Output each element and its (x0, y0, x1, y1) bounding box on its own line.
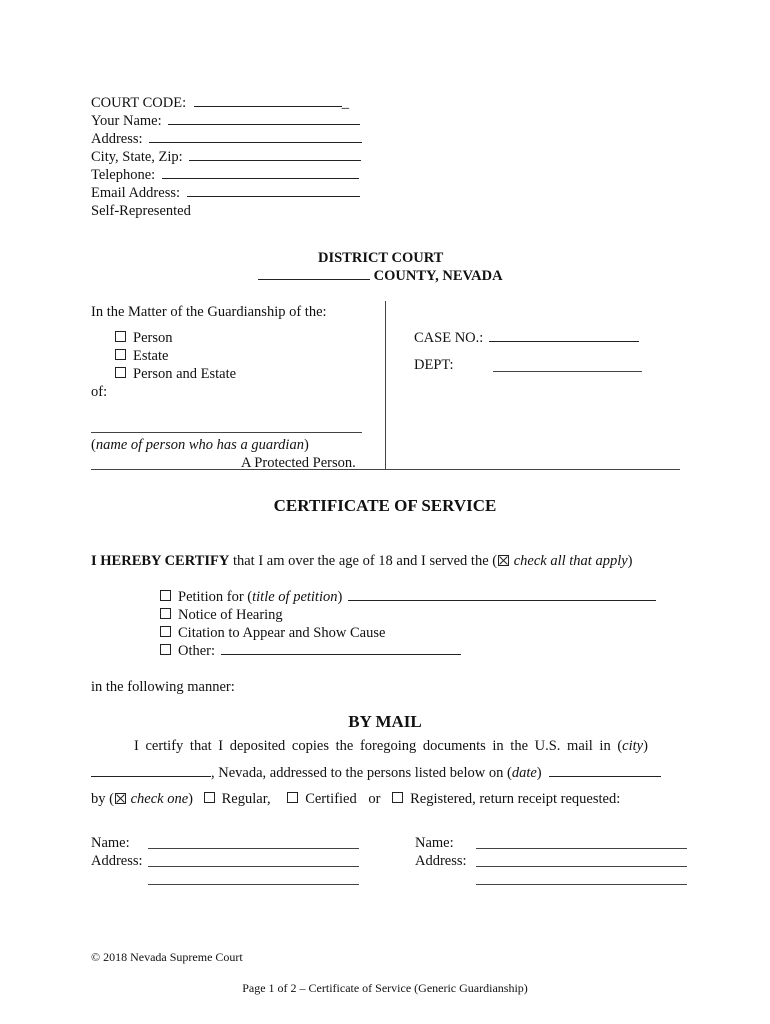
recipient-1-name-label: Name: (91, 835, 130, 851)
document-title: CERTIFICATE OF SERVICE (273, 496, 497, 515)
item-citation[interactable] (160, 624, 385, 642)
petition-hint: title of petition (252, 589, 338, 605)
citation-label: Citation to Appear and Show Cause (178, 625, 386, 641)
matter-text: In the Matter of the Guardianship of the: (91, 304, 327, 320)
recipient-2-name-field[interactable] (476, 848, 687, 849)
case-no-row (414, 329, 639, 347)
checkbox-icon[interactable] (115, 331, 126, 342)
option-regular[interactable] (204, 791, 271, 807)
by-close: ) (188, 791, 193, 807)
option-estate-label: Estate (133, 348, 169, 364)
court-title: DISTRICT COURT (318, 250, 444, 266)
checkbox-icon[interactable] (115, 349, 126, 360)
option-person-and-estate-label: Person and Estate (133, 366, 237, 382)
court-code-row (91, 94, 349, 112)
mail-line-2-close: ) (536, 765, 542, 781)
telephone-field[interactable] (162, 166, 359, 179)
protected-person: A Protected Person. (241, 455, 356, 471)
registered-label: Registered, return receipt requested: (410, 791, 621, 807)
checked-box-icon (115, 793, 126, 804)
address-field[interactable] (149, 130, 362, 143)
email-row (91, 184, 360, 202)
recipient-2-address-field-2[interactable] (476, 884, 687, 885)
option-certified[interactable] (287, 791, 357, 807)
telephone-row (91, 166, 359, 184)
item-other[interactable] (160, 642, 461, 660)
dept-label: DEPT: (414, 357, 454, 373)
recipient-2-address-field[interactable] (476, 866, 687, 867)
case-no-label: CASE NO.: (414, 330, 484, 346)
recipient-1-address-field-2[interactable] (148, 884, 359, 885)
manner-text: in the following manner: (91, 679, 235, 695)
item-notice[interactable] (160, 606, 283, 624)
date-field[interactable] (549, 764, 661, 777)
city-state-zip-row (91, 148, 361, 166)
caption-divider (385, 301, 386, 469)
page-footer: Page 1 of 2 – Certificate of Service (Generic Guardianship) (242, 981, 528, 995)
mail-method-row (91, 790, 620, 808)
checked-box-icon (498, 555, 509, 566)
notice-label: Notice of Hearing (178, 607, 283, 623)
name-hint: (name of person who has a guardian) (91, 437, 309, 453)
dept-field[interactable] (493, 371, 642, 372)
date-hint: date (511, 765, 537, 781)
county-field[interactable] (258, 267, 370, 280)
or-text: or (368, 791, 381, 807)
checkbox-icon[interactable] (287, 792, 298, 803)
recipient-1-name-field[interactable] (148, 848, 359, 849)
recipient-2-address-label: Address: (415, 853, 467, 869)
checkbox-icon[interactable] (115, 367, 126, 378)
city-state-zip-field[interactable] (189, 148, 361, 161)
address-row (91, 130, 362, 148)
name-hint-text: name of person who has a guardian (95, 437, 304, 453)
your-name-label: Your Name: (91, 113, 162, 129)
petition-title-field[interactable] (348, 588, 656, 601)
recipient-2-name-label: Name: (415, 835, 454, 851)
other-label: Other: (178, 643, 216, 659)
petition-prefix: Petition for ( (178, 589, 253, 605)
option-person[interactable] (115, 329, 172, 347)
your-name-row (91, 112, 360, 130)
recipient-1-address-field[interactable] (148, 866, 359, 867)
item-petition[interactable] (160, 588, 656, 606)
mail-line-2-text: , Nevada, addressed to the persons listed below on ( (211, 765, 512, 781)
city-state-zip-label: City, State, Zip: (91, 149, 183, 165)
certify-close: ) (627, 553, 633, 569)
certify-rest: that I am over the age of 18 and I served the ( (232, 553, 498, 569)
certify-statement (91, 552, 633, 570)
check-all-hint: check all that apply (513, 553, 628, 569)
by-open: by ( (91, 791, 114, 807)
email-field[interactable] (187, 184, 360, 197)
case-no-field[interactable] (489, 329, 639, 342)
court-code-field[interactable] (194, 94, 342, 107)
option-person-label: Person (133, 330, 173, 346)
city-hint: city (622, 738, 644, 754)
mail-line-1 (134, 737, 648, 755)
other-field[interactable] (221, 642, 461, 655)
caption-bottom-rule (91, 469, 680, 470)
protected-name-field[interactable] (91, 432, 362, 433)
copyright: © 2018 Nevada Supreme Court (91, 950, 243, 964)
recipient-1-address-label: Address: (91, 853, 143, 869)
certified-label: Certified (305, 791, 357, 807)
of-label: of: (91, 384, 108, 400)
court-code-suffix: _ (341, 95, 350, 111)
checkbox-icon[interactable] (160, 608, 171, 619)
certify-lead: I HEREBY CERTIFY (91, 553, 230, 569)
address-label: Address: (91, 131, 143, 147)
dept-row (414, 356, 454, 374)
your-name-field[interactable] (168, 112, 360, 125)
county-row (258, 267, 503, 285)
petition-suffix: ) (337, 589, 343, 605)
mail-line-2 (91, 764, 661, 782)
regular-label: Regular, (221, 791, 271, 807)
option-person-and-estate[interactable] (115, 365, 236, 383)
checkbox-icon[interactable] (160, 644, 171, 655)
mail-line-1-close: ) (643, 738, 648, 754)
checkbox-icon[interactable] (204, 792, 215, 803)
by-mail-heading: BY MAIL (348, 712, 422, 731)
checkbox-icon[interactable] (160, 590, 171, 601)
check-one-hint: check one (130, 791, 189, 807)
self-represented: Self-Represented (91, 203, 191, 219)
option-estate[interactable] (115, 347, 168, 365)
county-label: COUNTY, NEVADA (373, 268, 503, 284)
checkbox-icon[interactable] (392, 792, 403, 803)
mail-line-1-text: I certify that I deposited copies the foregoing documents in the U.S. mail in ( (134, 738, 623, 754)
option-registered[interactable] (392, 791, 620, 807)
checkbox-icon[interactable] (160, 626, 171, 637)
city-field[interactable] (91, 764, 211, 777)
telephone-label: Telephone: (91, 167, 156, 183)
email-label: Email Address: (91, 185, 181, 201)
court-code-label: COURT CODE: (91, 95, 187, 111)
